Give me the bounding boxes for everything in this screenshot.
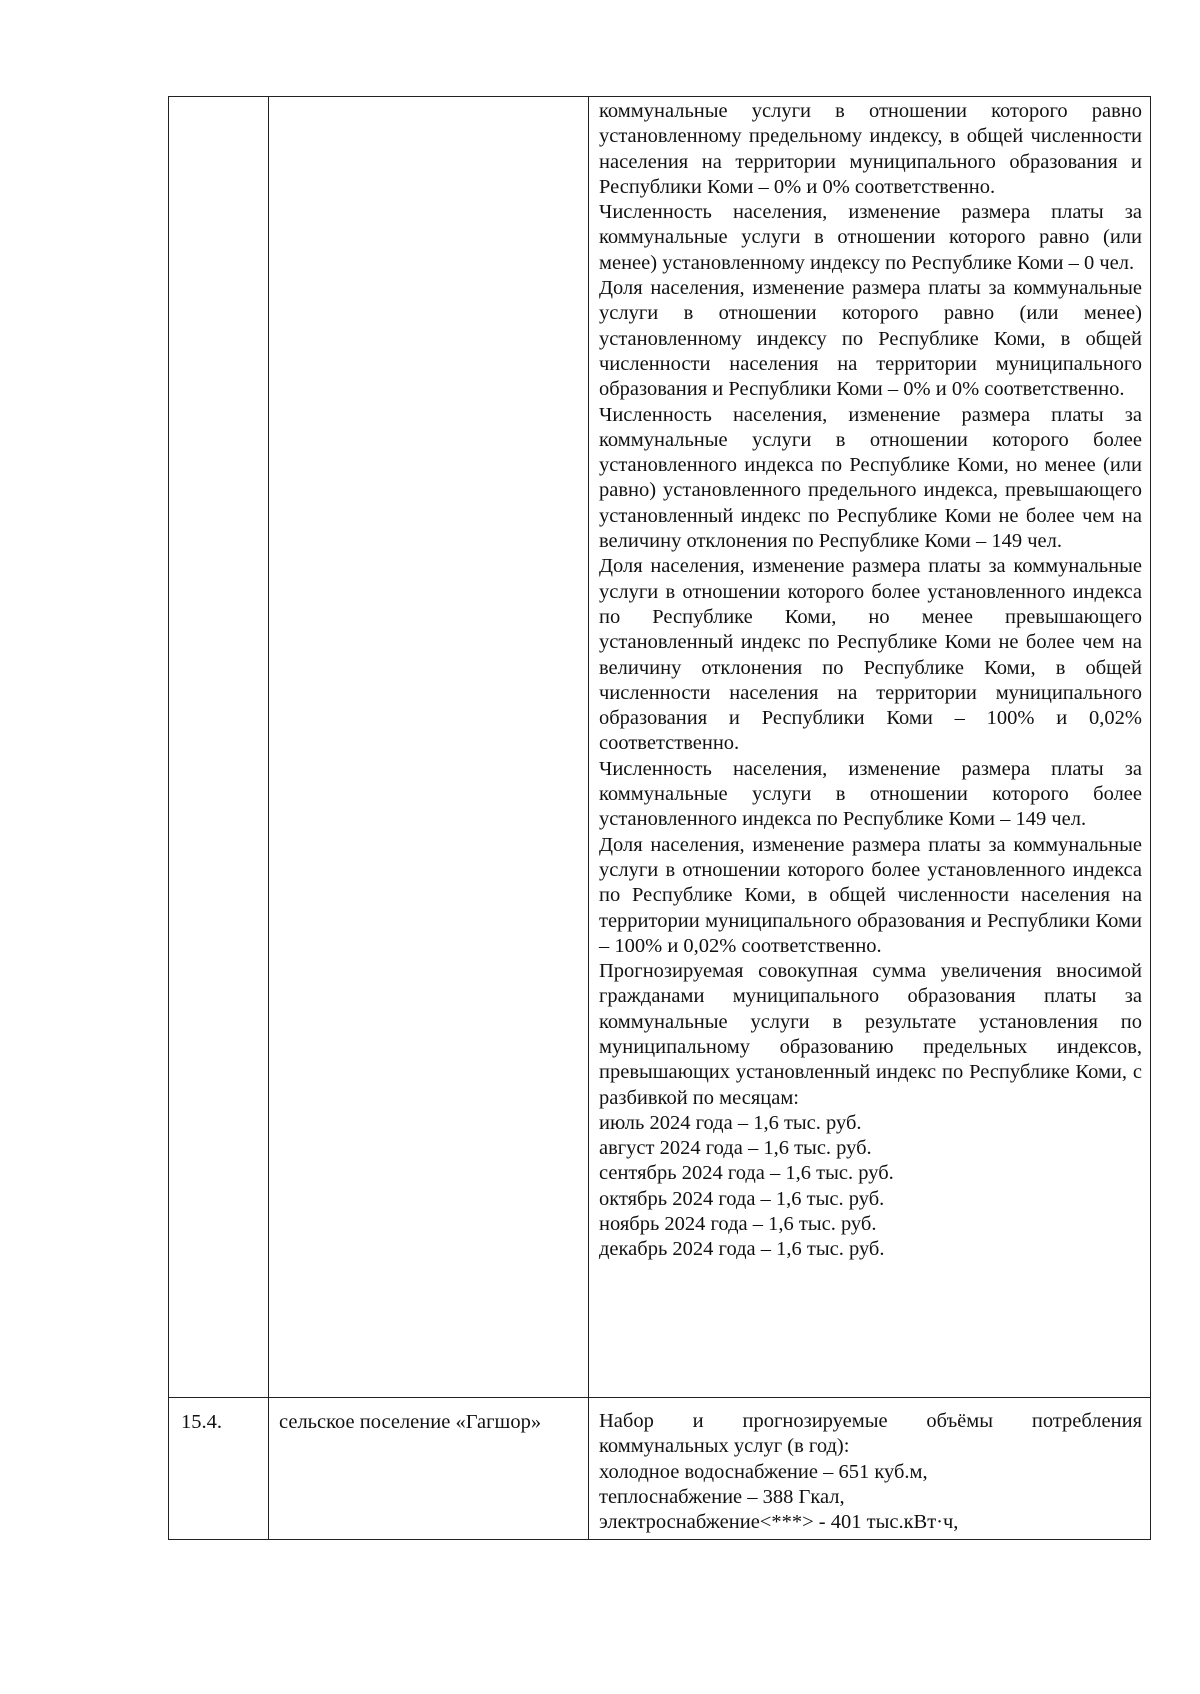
paragraph: Доля населения, изменение размера платы за коммунальные услуги в отношении которого более установленного индекса по Республике Коми, но менее превышающего установленный индекс по Республике Коми не более чем на величину отклонения по Республике Коми, в общей численности населения на территории муниципального образования и Республики Коми – 100% и 0,02% соответственно. [599,555,1142,755]
paragraph: Доля населения, изменение размера платы за коммунальные услуги в отношении которого более установленного индекса по Республике Коми, в общей численности населения на территории муниципального образования и Республики Коми – 100% и 0,02% соответственно. [599,833,1142,957]
consumption-line: холодное водоснабжение – 651 куб.м, [599,1460,928,1483]
consumption-line: теплоснабжение – 388 Гкал, [599,1485,845,1508]
month-line: ноябрь 2024 года – 1,6 тыс. руб. [599,1213,877,1236]
paragraph: коммунальные услуги в отношении которого равно установленному предельному индексу, в общей численности населения на территории муниципального образования и Республики Коми – 0% и 0% соответственно. [599,100,1142,198]
row-number-cell [169,1398,269,1540]
consumption-line: электроснабжение<***> - 401 тыс.кВт·ч, [599,1511,959,1534]
paragraph: Численность населения, изменение размера платы за коммунальные услуги в отношении которого более установленного индекса по Республике Коми – 149 чел. [599,757,1142,831]
row-number [169,97,268,113]
settlement-name-cell [269,1398,589,1540]
paragraph: Доля населения, изменение размера платы за коммунальные услуги в отношении которого равно (или менее) установленному индексу по Республике Коми, в общей численности населения на территории муниципального образования и Республики Коми – 0% и 0% соответственно. [599,277,1142,401]
settlement-name: сельское поселение «Гагшор» [279,1411,542,1433]
description-cell [589,1398,1151,1540]
month-line: август 2024 года – 1,6 тыс. руб. [599,1137,872,1160]
month-line: сентябрь 2024 года – 1,6 тыс. руб. [599,1162,894,1185]
description-text [589,1398,1150,1539]
month-line: октябрь 2024 года – 1,6 тыс. руб. [599,1187,885,1210]
paragraph: Набор и прогнозируемые объёмы потребления коммунальных услуг (в год): [599,1410,1142,1458]
settlement-name [269,97,588,113]
paragraph: Прогнозируемая совокупная сумма увеличения вносимой гражданами муниципального образования платы за коммунальные услуги в результате установления по муниципальному образованию предельных индексов, превышающих установленный индекс по Республике Коми, с разбивкой по месяцам: [599,960,1142,1109]
settlement-name-cell [269,97,589,1398]
description-text [589,97,1150,1267]
table-row [169,1398,1151,1540]
paragraph: Численность населения, изменение размера платы за коммунальные услуги в отношении которого более установленного индекса по Республике Коми, но менее (или равно) установленного предельного индекса, превышающего установленный индекс по Республике Коми не более чем на величину отклонения по Республике Коми – 149 чел. [599,403,1142,553]
row-number: 15.4. [181,1411,222,1433]
month-line: декабрь 2024 года – 1,6 тыс. руб. [599,1238,885,1261]
table-row [169,97,1151,1398]
row-number-cell [169,97,269,1398]
month-line: июль 2024 года – 1,6 тыс. руб. [599,1111,862,1134]
paragraph: Численность населения, изменение размера платы за коммунальные услуги в отношении которого равно (или менее) установленному индексу по Республике Коми – 0 чел. [599,201,1142,274]
description-cell [589,97,1151,1398]
document-table [168,96,1151,1540]
